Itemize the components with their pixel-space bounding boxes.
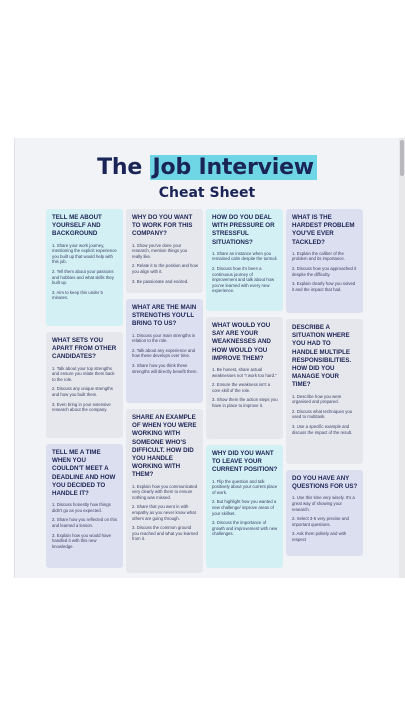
question-card <box>206 317 283 439</box>
answer-point: 3. Even bring in your extensive research about the company. <box>52 401 111 413</box>
answer-point: 3. Share how you think these strengths will directly benefit them. <box>132 362 198 374</box>
question-card <box>286 470 363 556</box>
answer-point: 3. Explain how you would have handled it with this new knowledge. <box>52 532 112 549</box>
question-card <box>126 409 203 573</box>
question-card <box>126 209 203 293</box>
answer-point: 1. Show you've done your research, mention things you really like. <box>132 242 188 259</box>
title-prefix: The <box>97 155 143 180</box>
answer-point: 2. Share how you reflected on this and learned a lesson. <box>52 517 117 528</box>
title-subtitle: Cheat Sheet <box>158 185 256 201</box>
answer-point: 2. Share that you went in with empathy as you never know what others are going through. <box>132 504 196 521</box>
answer-point: 1. Use this time very wisely. It's a great way of showing your research. <box>292 495 355 512</box>
question-card <box>126 299 203 403</box>
title-line-1 <box>15 154 399 182</box>
answer-point: 1. Explain how you communicated very clearly with them to ensure nothing was missed. <box>132 483 198 500</box>
question-heading: TELL ME A TIME WHEN YOU COULDN'T MEET A DEADLINE AND HOW YOU DECIDED TO HANDLE IT? <box>52 449 116 498</box>
column-1 <box>46 209 123 568</box>
answer-point: 3. Aim to keep this under 5 minutes. <box>52 289 103 301</box>
answer-point: 2. Discuss any unique strengths and how you built them. <box>52 386 113 397</box>
question-heading: DO YOU HAVE ANY QUESTIONS FOR US? <box>292 475 358 491</box>
question-heading: WHAT ARE THE MAIN STRENGTHS YOU'LL BRING TO US? <box>132 304 197 328</box>
answer-point: 3. Show them the action steps you have in place to improve it. <box>212 397 278 408</box>
column-3 <box>206 209 283 568</box>
answer-point: 3. Explain clearly how you solved it and the impact that had. <box>292 281 356 292</box>
answer-point: 3. Discuss the importance of growth and improvement with new challenges. <box>212 520 278 537</box>
answer-point: 1. Discuss your main strengths in relation to the role. <box>132 332 196 344</box>
answer-point: 3. Discuss the common ground you reached and what you learned from it. <box>132 525 198 542</box>
answer-point: 2. But highlight how you wanted a new challenge/ improve areas of your skillset. <box>212 499 277 516</box>
answer-point: 3. Use a specific example and discuss the impact of the result. <box>292 424 353 435</box>
answer-point: 2. Discuss how it's been a continuous journey of improvement and talk about how you've learned with every new experience. <box>212 266 275 294</box>
answer-point: 2. Tell them about your passions and hobbies and what skills they built up. <box>52 268 114 286</box>
answer-point: 2. Relate it to the position and how you align with it. <box>132 263 198 274</box>
question-card <box>286 209 363 313</box>
question-heading: WHY DO YOU WANT TO WORK FOR THIS COMPANY? <box>132 214 193 238</box>
question-heading: HOW DO YOU DEAL WITH PRESSURE OR STRESSFUL SITUATIONS? <box>212 214 275 246</box>
question-heading: WHAT IS THE HARDEST PROBLEM YOU'VE EVER TACKLED? <box>292 214 355 246</box>
page-title <box>15 154 399 202</box>
answer-point: 1. Explain the caliber of the problem and its importance. <box>292 250 346 262</box>
question-heading: DESCRIBE A SITUATION WHERE YOU HAD TO HANDLE MULTIPLE RESPONSIBILITIES. HOW DID YOU MANAGE YOUR TIME? <box>292 324 352 389</box>
question-card <box>46 332 123 438</box>
cheat-sheet-document <box>14 138 399 578</box>
scrollbar-track[interactable] <box>399 138 405 578</box>
column-4 <box>286 209 363 556</box>
answer-point: 2. Talk about any experience and how these develops over time. <box>132 347 195 359</box>
question-heading: SHARE AN EXAMPLE OF WHEN YOU WERE WORKING WITH SOMEONE WHO'S DIFFICULT. HOW DID YOU HANDLE WORKING WITH THEM? <box>132 414 197 479</box>
question-heading: WHY DID YOU WANT TO LEAVE YOUR CURRENT POSITION? <box>212 450 278 474</box>
scrollbar-thumb[interactable] <box>400 140 404 176</box>
question-heading: WHAT WOULD YOU SAY ARE YOUR WEAKNESSES AND HOW WOULD YOU IMPROVE THEM? <box>212 322 271 362</box>
answer-point: 1. Describe how you were organised and prepared. <box>292 393 342 405</box>
answer-point: 1. Be honest, share actual weaknesses not "I work too hard." <box>212 367 277 378</box>
answer-point: 1. Flip the question and talk positively about your current place of work. <box>212 478 278 495</box>
question-card <box>206 209 283 311</box>
question-card <box>286 319 363 464</box>
answer-point: 1. Talk about your top strengths and ensure you relate them back to the role. <box>52 365 115 382</box>
title-highlight: Job Interview <box>150 155 317 180</box>
answer-point: 2. Select 3-5 very precise and important questions. <box>292 516 349 527</box>
answer-point: 1. Discuss honestly how things didn't go as you expected. <box>52 502 111 513</box>
question-card <box>46 209 123 326</box>
question-heading: TELL ME ABOUT YOURSELF AND BACKGROUND <box>52 214 102 238</box>
question-card <box>206 445 283 568</box>
question-heading: WHAT SETS YOU APART FROM OTHER CANDIDATES? <box>52 337 117 361</box>
answer-point: 1. Share your work journey, mentioning the explicit experience you built up that would help with this job. <box>52 242 117 265</box>
answer-point: 1. Share an instance when you remained calm despite the turmoil. <box>212 250 278 262</box>
answer-point: 2. Ensure the weakness isn't a core skill of the role. <box>212 382 271 393</box>
question-card <box>46 444 123 568</box>
answer-point: 2. Discuss how you approached it despite the difficulty. <box>292 266 357 277</box>
answer-point: 3. Be passionate and excited. <box>132 278 189 284</box>
answer-point: 2. Discuss what techniques you used to multitask. <box>292 408 353 420</box>
answer-point: 3. Ask them politely and with respect <box>292 531 347 542</box>
column-2 <box>126 209 203 573</box>
